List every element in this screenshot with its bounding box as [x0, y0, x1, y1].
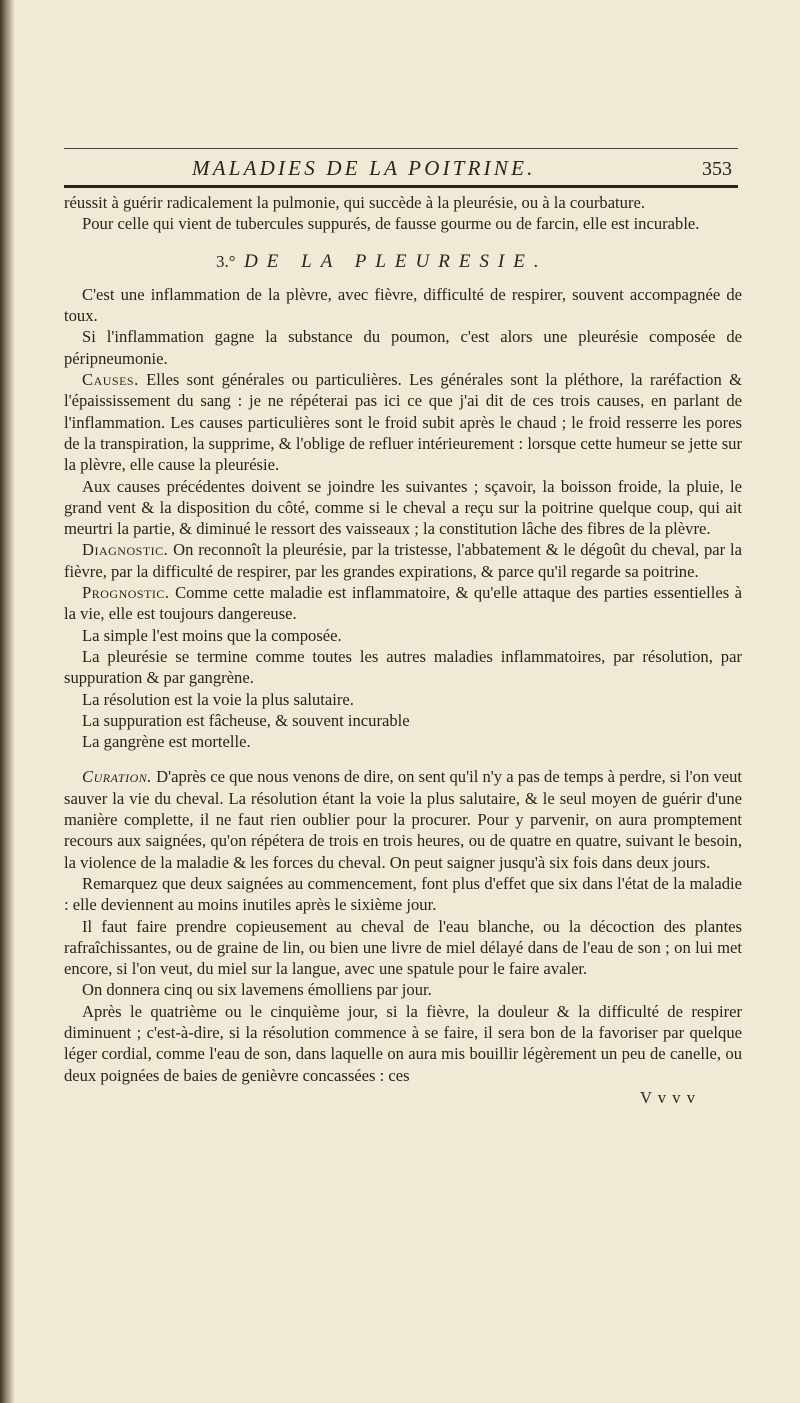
running-head: MALADIES DE LA POITRINE.: [192, 156, 536, 180]
page-number: 353: [702, 158, 732, 180]
signature-mark: V v v v: [639, 1087, 696, 1107]
paragraph: C'est une inflammation de la plèvre, avec fièvre, difficulté de respirer, souvent accompagnée de toux.: [64, 284, 742, 326]
section-number: 3.°: [216, 251, 236, 271]
paragraph: Remarquez que deux saignées au commencement, font plus d'effet que six dans l'état de la maladie : elle deviennent au moins inutiles après le sixième jour.: [64, 873, 742, 915]
diagnostic-text: On reconnoît la pleurésie, par la tristesse, l'abbatement & le dégoût du cheval, par la fièvre, par la difficulté de respirer, par les grandes expirations, & parce qu'il regarde sa poitrine.: [64, 540, 742, 581]
paragraph: réussit à guérir radicalement la pulmonie, qui succède à la pleurésie, ou à la courbature.: [64, 193, 645, 212]
prognostic-label: Prognostic.: [82, 583, 170, 603]
causes-text: Elles sont générales ou particulières. Les générales sont la pléthore, la raréfaction & l'épaississement du sang : je ne répéterai pas ici ce que j'ai dit de ces trois causes, en parlant de l'inflammation. Les causes particulières sont le froid subit après le chaud ; le froid resserre les pores de la transpiration, la supprime, & l'oblige de refluer intérieurement : lorsque cette humeur se jette sur la plèvre, elle cause la pleurésie.: [64, 370, 742, 475]
header-rule-bottom: [64, 185, 738, 188]
prognostic-text: Comme cette maladie est inflammatoire, & qu'elle attaque des parties essentielles à la vie, elle est toujours dangereuse.: [64, 583, 743, 624]
paragraph-prognostic: [64, 582, 742, 625]
paragraph: On donnera cinq ou six lavemens émolliens par jour.: [82, 980, 432, 1000]
paragraph: La simple l'est moins que la composée.: [82, 625, 342, 645]
spacer: [64, 752, 742, 766]
page-binding-edge: [0, 0, 14, 1403]
paragraph: La gangrène est mortelle.: [82, 732, 251, 752]
paragraph: Si l'inflammation gagne la substance du poumon, c'est alors une pleurésie composée de péripneumonie.: [64, 327, 742, 368]
curation-label: Curation.: [82, 767, 152, 787]
paragraph: Il faut faire prendre copieusement au cheval de l'eau blanche, ou la décoction des plantes rafraîchissantes, ou de graine de lin, ou bien une livre de miel délayé dans de l'eau de son ; on lui met encore, si l'on veut, du miel sur la langue, avec une spatule pour le faire avaler.: [64, 916, 742, 979]
header-rule-top: [64, 148, 738, 149]
paragraph-curation: [64, 766, 742, 872]
body-text: [64, 192, 742, 1108]
causes-label: Causes.: [82, 370, 139, 390]
diagnostic-label: Diagnostic.: [82, 540, 169, 560]
paragraph: Aux causes précédentes doivent se joindre les suivantes ; sçavoir, la boisson froide, la pluie, le grand vent & la disposition du côté, comme si le cheval a reçu sur la poitrine quelque coup, qui ait meurtri la partie, & diminué le ressort des vaisseaux ; la constitution lâche des fibres de la plèvre.: [64, 476, 742, 539]
paragraph: Après le quatrième ou le cinquième jour, si la fièvre, la douleur & la difficulté de respirer diminuent ; c'est-à-dire, si la résolution commence à se faire, il sera bon de la favoriser par quelque léger cordial, comme l'eau de son, dans laquelle on aura mis bouillir légèrement un peu de canelle, ou deux poignées de baies de genièvre concassées : ces: [64, 1001, 742, 1085]
page-header: [64, 156, 738, 184]
paragraph: Pour celle qui vient de tubercules suppurés, de fausse gourme ou de farcin, elle est incurable.: [82, 214, 700, 234]
paragraph: La pleurésie se termine comme toutes les autres maladies inflammatoires, par résolution, par suppuration & par gangrène.: [64, 646, 742, 688]
curation-text: D'après ce que nous venons de dire, on sent qu'il n'y a pas de temps à perdre, si l'on veut sauver la vie du cheval. La résolution étant la voie la plus salutaire, & le seul moyen de guérir d'une manière complette, il ne faut rien oublier pour la procurer. Pour y parvenir, on aura promptement recours aux saignées, qu'on répétera de trois en trois heures, ou de quatre en quatre, suivant le besoin, la violence de la maladie & les forces du cheval. On peut saigner jusqu'à six fois dans deux jours.: [64, 767, 742, 872]
paragraph: La résolution est la voie la plus salutaire.: [82, 689, 354, 709]
paragraph-causes: [64, 369, 742, 475]
paragraph: La suppuration est fâcheuse, & souvent incurable: [82, 710, 410, 730]
section-title: DE LA PLEURESIE.: [244, 250, 548, 272]
paragraph-diagnostic: [64, 539, 742, 582]
section-heading: [64, 251, 742, 272]
